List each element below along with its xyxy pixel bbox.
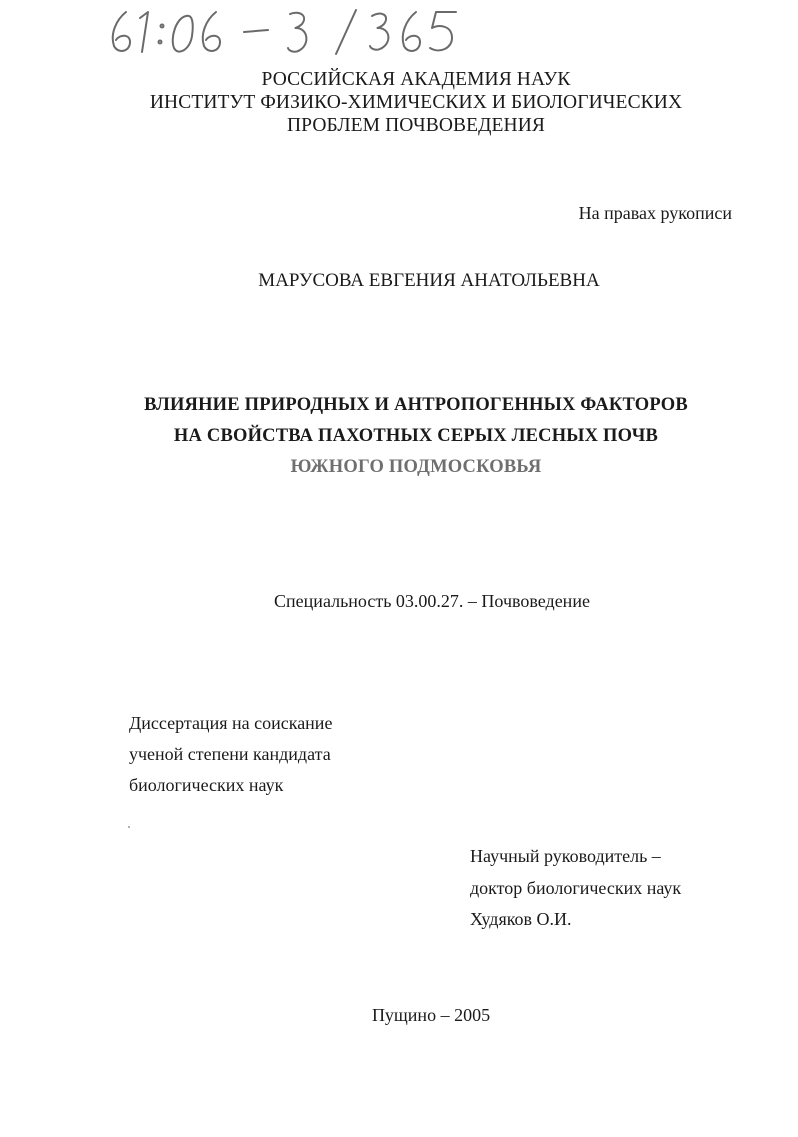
- place-and-year: Пущино – 2005: [371, 1005, 491, 1025]
- institution-line: РОССИЙСКАЯ АКАДЕМИЯ НАУК: [261, 69, 571, 90]
- degree-line: биологических наук: [129, 775, 284, 795]
- institution-header: [0, 68, 798, 137]
- speciality: Специальность 03.00.27. – Почвоведение: [274, 591, 590, 611]
- scan-speck: [128, 826, 130, 828]
- handwritten-archive-mark: [104, 6, 464, 58]
- institution-line: ПРОБЛЕМ ПОЧВОВЕДЕНИЯ: [286, 115, 546, 136]
- handwritten-archive-mark-drawing: [104, 6, 464, 58]
- degree-line: ученой степени кандидата: [129, 744, 331, 764]
- title-line: ВЛИЯНИЕ ПРИРОДНЫХ И АНТРОПОГЕННЫХ ФАКТОРОВ: [144, 395, 688, 415]
- author-name: МАРУСОВА ЕВГЕНИЯ АНАТОЛЬЕВНА: [258, 270, 600, 291]
- supervisor-line: доктор биологических наук: [470, 877, 682, 898]
- degree-line: Диссертация на соискание: [129, 713, 333, 733]
- title-line: ЮЖНОГО ПОДМОСКОВЬЯ: [290, 457, 542, 477]
- rights-note: На правах рукописи: [578, 203, 732, 223]
- institution-line: ИНСТИТУТ ФИЗИКО-ХИМИЧЕСКИХ И БИОЛОГИЧЕСКИХ: [149, 92, 683, 113]
- supervisor-line: Научный руководитель –: [470, 846, 661, 866]
- dissertation-title: [0, 390, 798, 483]
- degree-statement: [129, 708, 332, 801]
- supervisor-line: Худяков О.И.: [470, 909, 572, 929]
- supervisor-block: [470, 841, 681, 936]
- title-line: НА СВОЙСТВА ПАХОТНЫХ СЕРЫХ ЛЕСНЫХ ПОЧВ: [173, 426, 659, 446]
